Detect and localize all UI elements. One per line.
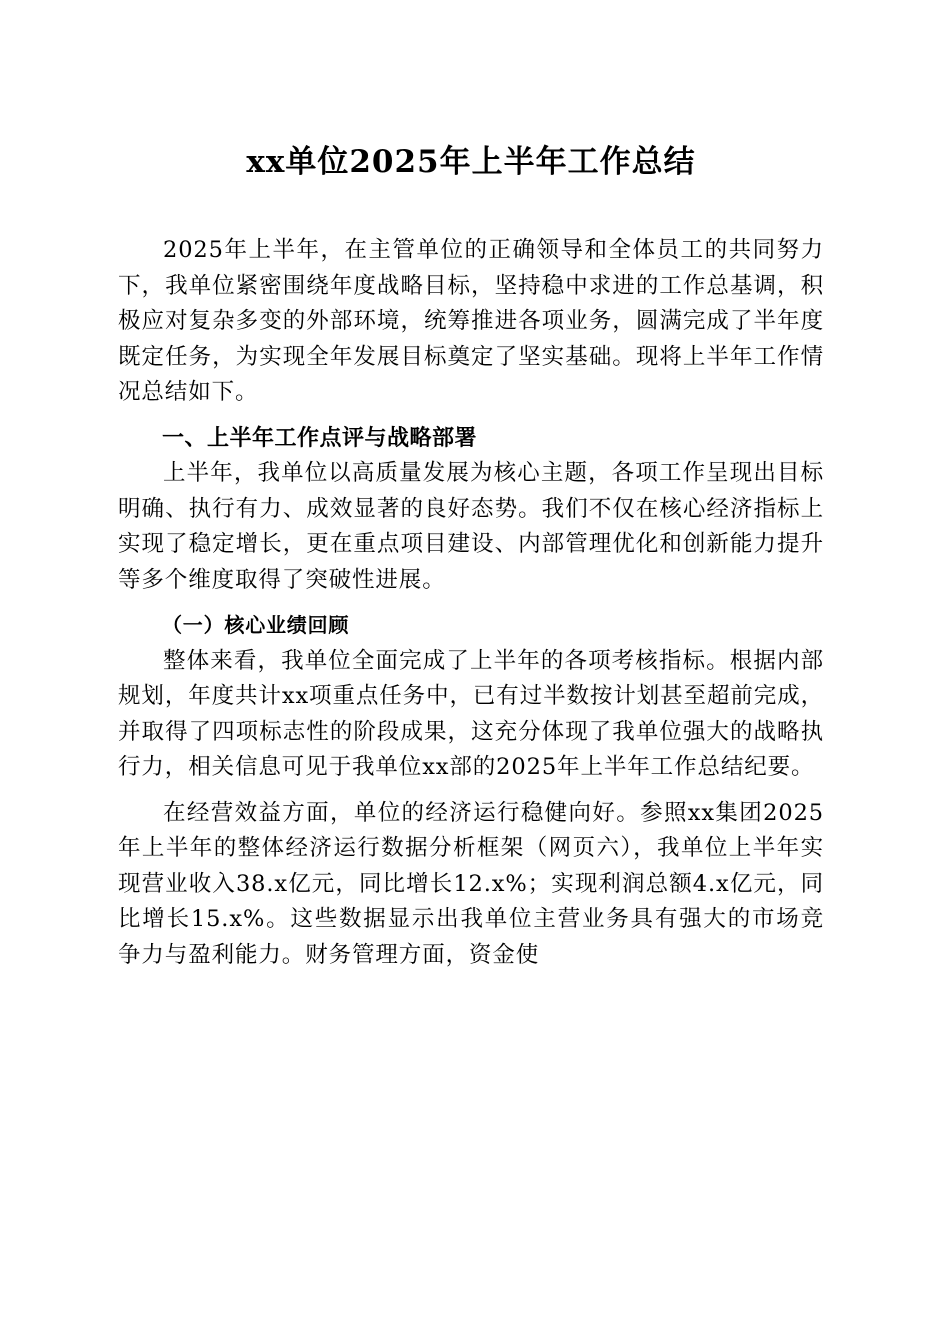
- section-1-heading: 一、上半年工作点评与战略部署: [162, 425, 478, 451]
- intro-paragraph: 2025年上半年，在主管单位的正确领导和全体员工的共同努力下，我单位紧密围绕年度战略目标，坚持稳中求进的工作总基调，积极应对复杂多变的外部环境，统筹推进各项业务，圆满完成了半年度既定任务，为实现全年发展目标奠定了坚实基础。现将上半年工作情况总结如下。: [118, 237, 824, 405]
- document-page: [118, 140, 824, 973]
- section-1-paragraph: 上半年，我单位以高质量发展为核心主题，各项工作呈现出目标明确、执行有力、成效显著的良好态势。我们不仅在核心经济指标上实现了稳定增长，更在重点项目建设、内部管理优化和创新能力提升等多个维度取得了突破性进展。: [118, 460, 824, 593]
- document-title: xx单位2025年上半年工作总结: [246, 144, 696, 180]
- subsection-1-paragraph-2: 在经营效益方面，单位的经济运行稳健向好。参照xx集团2025年上半年的整体经济运行数据分析框架（网页六），我单位上半年实现营业收入38.x亿元，同比增长12.x%；实现利润总额4.x亿元，同比增长15.x%。这些数据显示出我单位主营业务具有强大的市场竞争力与盈利能力。财务管理方面，资金使: [118, 799, 824, 968]
- subsection-1-heading: （一）核心业绩回顾: [162, 613, 350, 637]
- subsection-1-paragraph-1: 整体来看，我单位全面完成了上半年的各项考核指标。根据内部规划，年度共计xx项重点任务中，已有过半数按计划甚至超前完成，并取得了四项标志性的阶段成果，这充分体现了我单位强大的战略执行力，相关信息可见于我单位xx部的2025年上半年工作总结纪要。: [118, 647, 824, 780]
- document-body: [118, 233, 824, 973]
